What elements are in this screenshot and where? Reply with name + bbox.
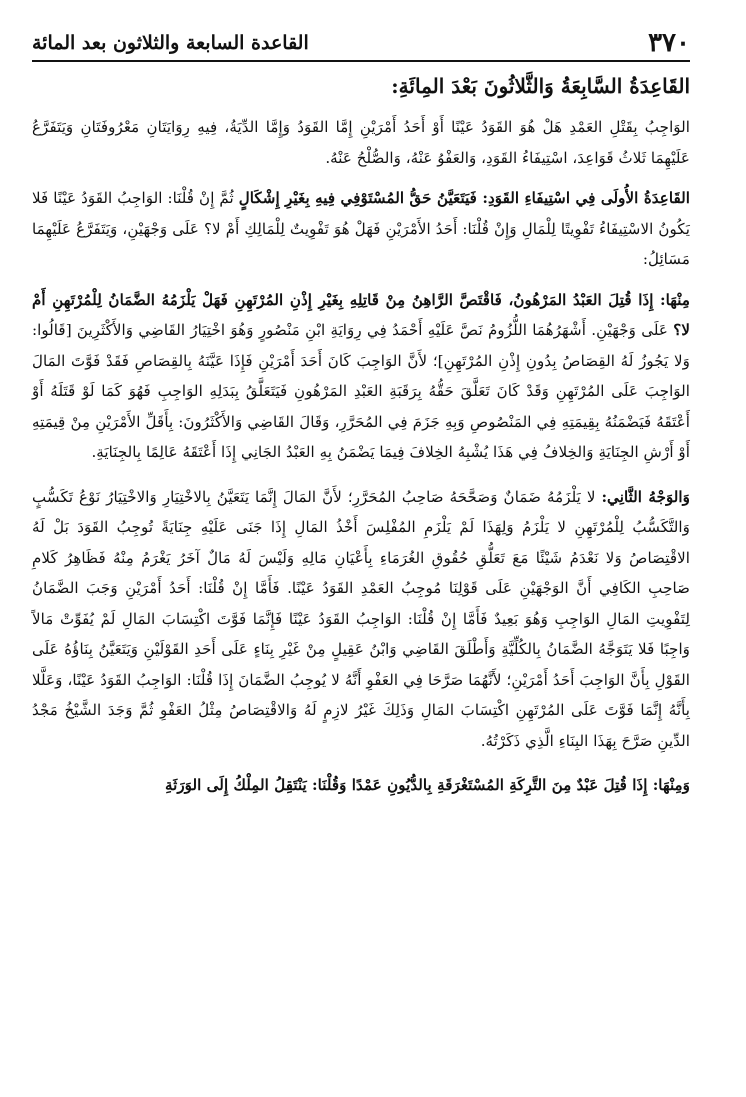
paragraph-intro	[32, 112, 690, 173]
paragraph-text: لا يَلْزَمُهُ ضَمَانٌ وَصَحَّحَهُ صَاحِبُ المُحَرَّرِ؛ لأَنَّ المَالَ إِنَّمَا يَتَعَيَّنُ بِالاخْتِيَارِ وَالاخْتِيَارُ نَوْعُ تَكَسُّبٍ وَالتَّكَسُّبُ لِلْمُرْتَهِنِ لا يَلْزَمُ وَلِهَذَا لَمْ يَلْزَمِ المُفْلِسَ أَخْذُ المَالِ إِذَا جَنَى عَلَيْهِ جِنَايَةً تُوجِبُ القَوَدَ بَلْ لَهُ الاقْتِصَاصُ وَلا نَعْدَمُ شَيْئًا مَعَ تَعَلُّقِ حُقُوقِ الغُرَمَاءِ بِأَعْيَانِ مَالِهِ وَلَيْسَ لَهُ مَالٌ آخَرُ يَغْرَمُ مِنْهُ فَظَاهِرُ كَلامِ صَاحِبِ الكَافِي أَنَّ الوَجْهَيْنِ عَلَى قَوْلِنَا مُوجِبُ العَمْدِ القَوَدُ عَيْنًا. فَأَمَّا إِنْ قُلْنَا: أَحَدُ أَمْرَيْنِ وَجَبَ الضَّمَانُ لِتَفْوِيتِ المَالِ الوَاجِبِ وَهُوَ بَعِيدٌ فَأَمَّا إِنْ قُلْنَا: الوَاجِبُ القَوَدُ عَيْنًا فَإِنَّمَا فَوَّتَ اكْتِسَابَ المَالِ لَمْ يُفَوِّتْ مَالاً وَاجِبًا فَلا يَتَوَجَّهُ الضَّمَانُ بِالكُلِّيَّةِ وَأَطْلَقَ القَاضِي وَابْنُ عَقِيلٍ مِنْ غَيْرِ بِنَاءٍ عَلَى أَحَدِ القَوْلَيْنِ وَيَتَعَيَّنُ بِنَاؤُهُ عَلَى القَوْلِ بِأَنَّ الوَاجِبَ أَحَدُ أَمْرَيْنِ؛ لأَنَّهُمَا صَرَّحَا فِي العَفْوِ أَنَّهُ لا يُوجِبُ الضَّمَانَ إِذَا قُلْنَا: الوَاجِبُ القَوَدُ عَيْنًا، وَعَلَّلا بِأَنَّهُ إِنَّمَا فَوَّتَ عَلَى المُرْتَهِنِ اكْتِسَابَ المَالِ وَذَلِكَ غَيْرُ لازِمٍ لَهُ وَالاقْتِصَاصُ مِثْلُ العَفْوِ ثُمَّ وَجَدَ الشَّيْخُ مَجْدُ الدِّينِ صَرَّحَ بِهَذَا البِنَاءِ الَّذِي ذَكَرْتُهُ.	[32, 487, 690, 750]
paragraph-lead: وَالوَجْهُ الثَّانِي:	[601, 487, 690, 506]
paragraph-text: ثُمَّ إِنْ قُلْنَا: الوَاجِبُ القَوَدُ عَيْنًا فَلا يَكُونُ الاسْتِيفَاءُ تَفْوِيتًا لِلْمَالِ وَإِنْ قُلْنَا: أَحَدُ الأَمْرَيْنِ فَهَلْ هُوَ تَفْوِيتٌ لِلْمَالِكِ أَمْ لا؟ عَلَى وَجْهَيْنِ، وَيَتَفَرَّعُ عَلَيْهِمَا مَسَائِلُ:	[32, 189, 690, 268]
paragraph-lead: مِنْهَا: إِذَا قُتِلَ العَبْدُ المَرْهُونُ، فَاقْتَصَّ الرَّاهِنُ مِنْ قَاتِلِهِ بِغَيْرِ إِذْنِ المُرْتَهِنِ فَهَلْ يَلْزَمُهُ الضَّمَانُ لِلْمُرْتَهِنِ أَمْ لا؟	[32, 290, 690, 339]
paragraph-lead: وَمِنْهَا: إِذَا قُتِلَ عَبْدٌ مِنَ التَّرِكَةِ المُسْتَغْرَقَةِ بِالدُّيُونِ عَمْدًا وَقُلْنَا: يَنْتَقِلُ المِلْكُ إِلَى الوَرَثَةِ	[164, 776, 690, 794]
rule-title: القَاعِدَةُ السَّابِعَةُ وَالثَّلاثُونَ بَعْدَ المِائَةِ:	[391, 74, 690, 98]
running-title: القاعدة السابعة والثلاثون بعد المائة	[32, 32, 309, 54]
paragraph-text: عَلَى وَجْهَيْنِ. أَشْهَرُهُمَا اللُّزُومُ نَصَّ عَلَيْهِ أَحْمَدُ فِي رِوَايَةِ ابْنِ مَنْصُورٍ وَهُوَ اخْتِيَارُ القَاضِي وَالأَكْثَرِينَ [قَالُوا: وَلا يَجُوزُ لَهُ القِصَاصُ بِدُونِ إِذْنِ المُرْتَهِنِ]؛ لأَنَّ الوَاجِبَ كَانَ أَحَدَ أَمْرَيْنِ فَإِذَا عَيَّنَهُ بِالقِصَاصِ فَقَدْ فَوَّتَ المَالَ الوَاجِبَ عَلَى المُرْتَهِنِ وَقَدْ كَانَ تَعَلَّقَ حَقُّهُ بِرَقَبَةِ العَبْدِ المَرْهُونِ فَيَتَعَلَّقُ بِبَدَلِهِ الوَاجِبِ فَهُوَ كَمَا لَوْ قَتَلَهُ أَوْ أَعْتَقَهُ فَيَضْمَنُهُ بِقِيمَتِهِ فِي المَنْصُوصِ وَبِهِ جَزَمَ فِي المُحَرَّرِ، وَقَالَ القَاضِي وَالأَكْثَرُونَ: بِأَقَلِّ الأَمْرَيْنِ مِنْ قِيمَتِهِ أَوْ أَرْشِ الجِنَايَةِ وَالخِلافُ فِي هَذَا يُشْبِهُ الخِلافَ فِيمَا يَضْمَنُ بِهِ العَبْدُ الجَانِي إِذَا أَعْتَقَهُ عَالِمًا بِالجِنَايَةِ.	[32, 321, 690, 461]
page-body	[32, 66, 690, 1087]
paragraph-example-one	[32, 285, 690, 468]
page-header	[32, 26, 690, 62]
page-number: ٣٧٠	[648, 28, 690, 58]
paragraph-second-view	[32, 482, 690, 757]
paragraph-text: الوَاجِبُ بِقَتْلِ العَمْدِ هَلْ هُوَ القَوَدُ عَيْنًا أَوْ أَحَدُ أَمْرَيْنِ إِمَّا القَوَدُ وَإِمَّا الدِّيَةُ، فِيهِ رِوَايَتَانِ مَعْرُوفَتَانِ وَيَتَفَرَّعُ عَلَيْهِمَا ثَلاثُ قَوَاعِدَ، اسْتِيفَاءُ القَوَدِ، وَالعَفْوُ عَنْهُ، وَالصُّلْحُ عَنْهُ.	[32, 118, 690, 167]
paragraph-rule-one	[32, 183, 690, 275]
paragraph-lead: القَاعِدَةُ الأُولَى فِي اسْتِيفَاءِ القَوَدِ: فَيَتَعَيَّنُ حَقُّ المُسْتَوْفِي فِيهِ بِغَيْرِ إِشْكَالٍ	[238, 189, 690, 207]
paragraph-example-two	[32, 770, 690, 801]
